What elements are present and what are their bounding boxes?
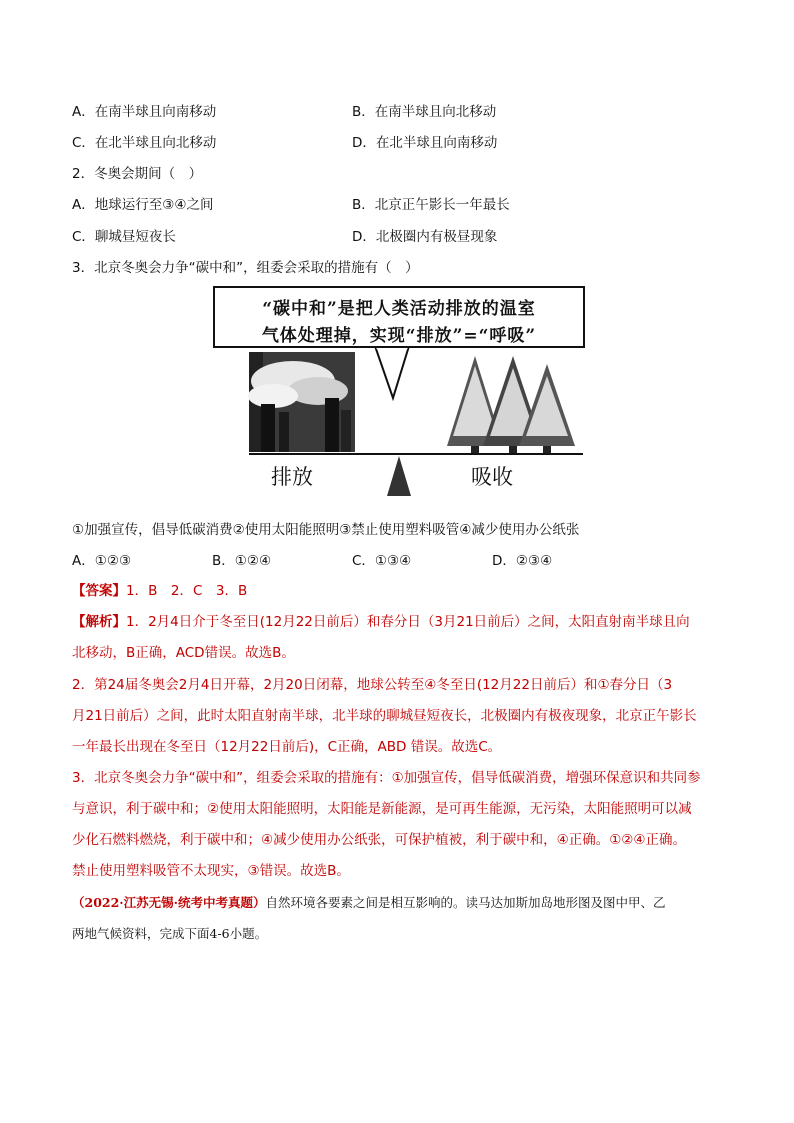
factory-smoke-image (248, 352, 355, 452)
analysis-p2-line1: 2．第24届冬奥会2月4日开幕，2月20日闭幕，地球公转至④冬至日(12月22日前后）和①春分日（3 (72, 677, 673, 693)
speech-bubble (213, 286, 585, 348)
analysis-p1-line2: 北移动，B正确，ACD错误。故选B。 (72, 645, 295, 661)
q1-option-d: D．在北半球且向南移动 (352, 135, 498, 151)
q3-option-c: C．①③④ (352, 553, 412, 569)
q3-option-a: A．①②③ (72, 553, 132, 569)
answer-line (72, 581, 247, 601)
analysis-p2-line3: 一年最长出现在冬至日（12月22日前后)，C正确，ABD 错误。故选C。 (72, 739, 502, 755)
q3-option-d: D．②③④ (492, 553, 553, 569)
q3-measures: ①加强宣传，倡导低碳消费②使用太阳能照明③禁止使用塑料吸管④减少使用办公纸张 (72, 522, 580, 538)
analysis-p1-text: 1．2月4日介于冬至日(12月22日前后）和春分日（3月21日前后）之间，太阳直射南半球且向 (126, 614, 690, 630)
seesaw-fulcrum (387, 456, 411, 496)
analysis-tag: 【解析】 (72, 614, 126, 630)
q2-stem: 2．冬奥会期间（ ） (72, 166, 203, 182)
analysis-p3-line2: 与意识，利于碳中和；②使用太阳能照明，太阳能是新能源，是可再生能源，无污染，太阳能照明可以减 (72, 801, 692, 817)
q3-stem: 3．北京冬奥会力争“碳中和”，组委会采取的措施有（ ） (72, 260, 419, 276)
next-section-intro-line2: 两地气候资料，完成下面4-6小题。 (72, 926, 268, 941)
q1-option-c: C．在北半球且向北移动 (72, 135, 217, 151)
q2-option-c: C．聊城昼短夜长 (72, 229, 176, 245)
analysis-p2-line2: 月21日前后）之间，此时太阳直射南半球，北半球的聊城昼短夜长，北极圈内有极夜现象，北京正午影长 (72, 708, 697, 724)
intro-text-line1: 自然环境各要素之间是相互影响的。读马达加斯加岛地形图及图中甲、乙 (265, 895, 666, 910)
trees-image (447, 356, 575, 454)
q2-option-d: D．北极圈内有极昼现象 (352, 229, 498, 245)
q1-option-a: A．在南半球且向南移动 (72, 104, 217, 120)
analysis-p3-line1: 3．北京冬奥会力争“碳中和”，组委会采取的措施有：①加强宣传，倡导低碳消费，增强环保意识和共同参 (72, 770, 701, 786)
bubble-text-line1: “碳中和”是把人类活动排放的温室 (262, 299, 536, 319)
analysis-p3-line3: 少化石燃料燃烧，利于碳中和；④减少使用办公纸张，可保护植被，利于碳中和，④正确。①②④正确。 (72, 832, 687, 848)
bubble-tail (375, 346, 409, 398)
next-section-intro-line1 (72, 893, 666, 913)
bubble-text-line2: 气体处理掉，实现“排放”=“呼吸” (261, 326, 537, 346)
answer-tag: 【答案】 (72, 583, 126, 599)
q1-option-b: B．在南半球且向北移动 (352, 104, 497, 120)
answer-text: 1．B 2．C 3．B (126, 583, 248, 599)
analysis-p3-line4: 禁止使用塑料吸管不太现实，③错误。故选B。 (72, 863, 350, 879)
carbon-neutral-illustration (213, 286, 593, 498)
source-tag: （2022·江苏无锡·统考中考真题） (72, 895, 266, 910)
q2-option-a: A．地球运行至③④之间 (72, 197, 214, 213)
emission-label: 排放 (271, 465, 313, 489)
q2-option-b: B．北京正午影长一年最长 (352, 197, 510, 213)
analysis-p1-line1 (72, 612, 690, 632)
q3-option-b: B．①②④ (212, 553, 272, 569)
absorption-label: 吸收 (471, 465, 513, 489)
